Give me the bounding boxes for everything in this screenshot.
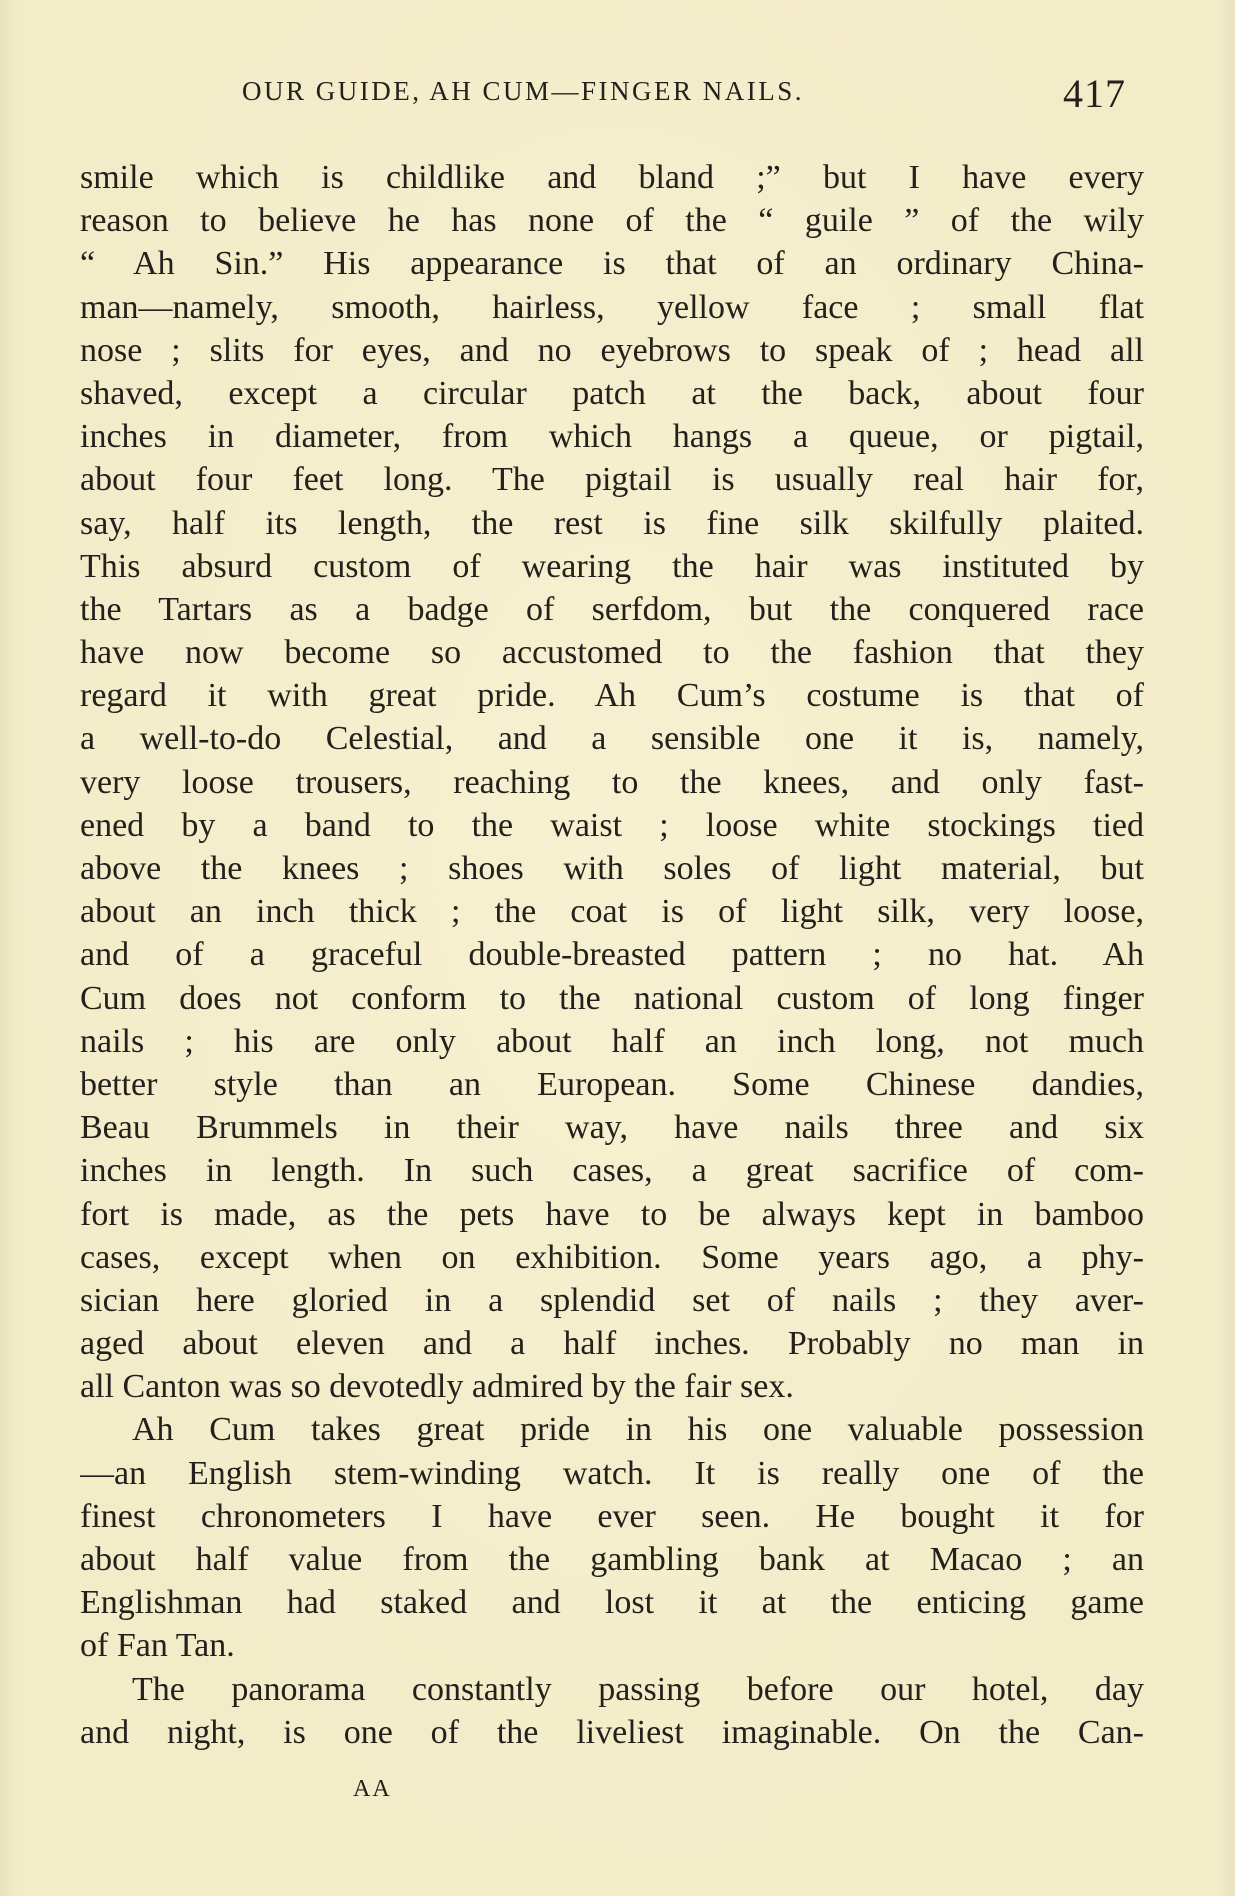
text-line: aged about eleven and a half inches. Probably no man in bbox=[80, 1325, 1144, 1363]
text-line: have now become so accustomed to the fashion that they bbox=[80, 634, 1144, 672]
text-line: inches in diameter, from which hangs a queue, or pigtail, bbox=[80, 418, 1144, 456]
text-line: Beau Brummels in their way, have nails three and six bbox=[80, 1109, 1144, 1147]
text-line: “ Ah Sin.” His appearance is that of an ordinary China- bbox=[80, 245, 1144, 283]
text-line: This absurd custom of wearing the hair was instituted by bbox=[80, 547, 1144, 585]
text-line: a well-to-do Celestial, and a sensible one it is, namely, bbox=[80, 720, 1144, 758]
text-line: The panorama constantly passing before our hotel, day bbox=[132, 1670, 1144, 1708]
text-line: Ah Cum takes great pride in his one valuable possession bbox=[132, 1411, 1144, 1449]
text-line: above the knees ; shoes with soles of light material, but bbox=[80, 850, 1144, 887]
text-line: nose ; slits for eyes, and no eyebrows to speak of ; head all bbox=[80, 331, 1144, 369]
text-line: Englishman had staked and lost it at the enticing game bbox=[80, 1584, 1144, 1622]
text-line: and of a graceful double-breasted pattern ; no hat. Ah bbox=[80, 936, 1144, 974]
text-line: better style than an European. Some Chinese dandies, bbox=[80, 1065, 1144, 1103]
running-title: OUR GUIDE, AH CUM—FINGER NAILS. bbox=[242, 76, 805, 106]
text-line: sician here gloried in a splendid set of nails ; they aver- bbox=[80, 1281, 1144, 1319]
body-text bbox=[80, 156, 1144, 1754]
text-line: about an inch thick ; the coat is of light silk, very loose, bbox=[80, 893, 1144, 931]
text-line: —an English stem-winding watch. It is really one of the bbox=[80, 1454, 1144, 1492]
page-number: 417 bbox=[1063, 71, 1126, 116]
signature-mark: AA bbox=[353, 1776, 392, 1802]
text-line: about four feet long. The pigtail is usually real hair for, bbox=[80, 461, 1144, 499]
page-header bbox=[242, 71, 1130, 116]
text-line: about half value from the gambling bank at Macao ; an bbox=[80, 1541, 1144, 1578]
text-line: shaved, except a circular patch at the back, about four bbox=[80, 374, 1144, 412]
text-line: of Fan Tan. bbox=[80, 1627, 235, 1665]
text-line: cases, except when on exhibition. Some years ago, a phy- bbox=[80, 1238, 1144, 1276]
text-line: man—namely, smooth, hairless, yellow face ; small flat bbox=[80, 288, 1144, 326]
text-line: say, half its length, the rest is fine silk skilfully plaited. bbox=[80, 504, 1144, 542]
text-line: the Tartars as a badge of serfdom, but the conquered race bbox=[80, 590, 1144, 628]
text-line: Cum does not conform to the national custom of long finger bbox=[80, 979, 1144, 1017]
text-line: all Canton was so devotedly admired by the fair sex. bbox=[80, 1368, 794, 1406]
text-line: ened by a band to the waist ; loose white stockings tied bbox=[80, 806, 1144, 844]
text-line: smile which is childlike and bland ;” but I have every bbox=[80, 159, 1144, 196]
text-line: inches in length. In such cases, a great sacrifice of com- bbox=[80, 1152, 1144, 1190]
text-line: regard it with great pride. Ah Cum’s costume is that of bbox=[80, 677, 1144, 715]
text-line: reason to believe he has none of the “ guile ” of the wily bbox=[80, 202, 1144, 240]
text-line: very loose trousers, reaching to the knees, and only fast- bbox=[80, 763, 1144, 801]
text-line: and night, is one of the liveliest imaginable. On the Can- bbox=[80, 1713, 1144, 1751]
text-line: finest chronometers I have ever seen. He bought it for bbox=[80, 1497, 1144, 1535]
text-line: nails ; his are only about half an inch long, not much bbox=[80, 1022, 1144, 1060]
text-line: fort is made, as the pets have to be always kept in bamboo bbox=[80, 1195, 1144, 1233]
